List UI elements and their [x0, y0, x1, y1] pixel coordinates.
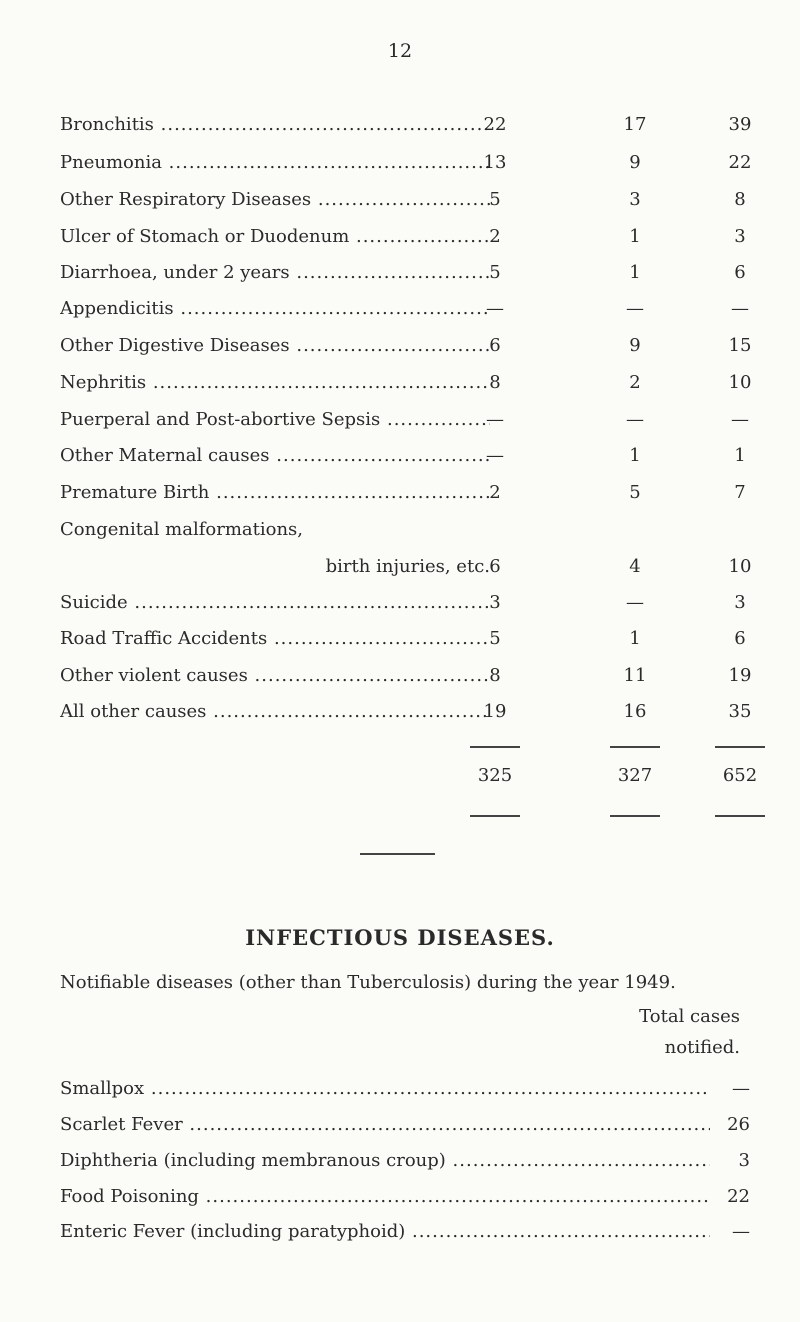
- value-cell: 39: [728, 114, 752, 135]
- value-cell: —: [486, 445, 504, 466]
- value-cell: 10: [728, 556, 752, 577]
- value-cell: 6: [734, 628, 746, 649]
- value-cell: 3: [629, 189, 641, 210]
- value-cell: 1: [629, 262, 641, 283]
- table-row: [60, 372, 750, 402]
- cause-label: Premature Birth .....: [60, 482, 490, 503]
- table-row: [60, 262, 750, 292]
- table-row: [60, 556, 750, 586]
- value-cell: 1: [734, 445, 746, 466]
- table-row: [60, 114, 750, 144]
- value-cell: —: [626, 298, 644, 319]
- cause-label: Road Traffic Accidents .....: [60, 628, 490, 649]
- table-row: [60, 665, 750, 695]
- column-header: notified.: [664, 1037, 740, 1058]
- section-heading: INFECTIOUS DISEASES.: [245, 925, 555, 950]
- cause-label: Ulcer of Stomach or Duodenum .....: [60, 226, 490, 247]
- cases-value: 22: [727, 1186, 750, 1207]
- cause-label: Bronchitis .....: [60, 114, 490, 135]
- cause-label: Other violent causes .....: [60, 665, 490, 686]
- sum-rule: [715, 746, 765, 748]
- cause-label: Puerperal and Post-abortive Sepsis .....: [60, 409, 490, 430]
- total-rule: [610, 815, 660, 817]
- cause-label: Diarrhoea, under 2 years .....: [60, 262, 490, 283]
- page-number: 12: [387, 40, 413, 62]
- value-cell: 5: [489, 628, 501, 649]
- table-row: [60, 701, 750, 731]
- value-cell: —: [731, 409, 749, 430]
- value-cell: 22: [483, 114, 507, 135]
- list-item: [60, 1221, 750, 1251]
- sum-rule: [610, 746, 660, 748]
- cause-label: Pneumonia .....: [60, 152, 490, 173]
- value-cell: —: [486, 409, 504, 430]
- value-cell: 2: [489, 226, 501, 247]
- cause-label: Other Digestive Diseases .....: [60, 335, 490, 356]
- table-row: [60, 628, 750, 658]
- intro-text: Notifiable diseases (other than Tuberculosis) during the year 1949.: [60, 972, 676, 993]
- table-row: [60, 592, 750, 622]
- table-row: [60, 152, 750, 182]
- cause-label: Suicide .....: [60, 592, 490, 613]
- table-row: [60, 409, 750, 439]
- value-cell: 3: [489, 592, 501, 613]
- cases-value: 26: [727, 1114, 750, 1135]
- value-cell: 5: [489, 262, 501, 283]
- value-cell: 16: [623, 701, 647, 722]
- value-cell: 10: [728, 372, 752, 393]
- list-item: [60, 1186, 750, 1216]
- value-cell: —: [731, 298, 749, 319]
- table-row: [60, 226, 750, 256]
- table-row: [60, 335, 750, 365]
- cases-value: —: [732, 1221, 750, 1242]
- value-cell: 9: [629, 335, 641, 356]
- value-cell: 17: [623, 114, 647, 135]
- value-cell: —: [626, 409, 644, 430]
- value-cell: 13: [483, 152, 507, 173]
- table-row: [60, 445, 750, 475]
- disease-label: Diphtheria (including membranous croup) .....: [60, 1150, 710, 1171]
- value-cell: 8: [734, 189, 746, 210]
- value-cell: 4: [629, 556, 641, 577]
- value-cell: 8: [489, 372, 501, 393]
- list-item: [60, 1114, 750, 1144]
- value-cell: 6: [489, 335, 501, 356]
- value-cell: 1: [629, 226, 641, 247]
- value-cell: 6: [734, 262, 746, 283]
- table-row: [60, 482, 750, 512]
- disease-label: Food Poisoning .....: [60, 1186, 710, 1207]
- cases-value: 3: [738, 1150, 750, 1171]
- value-cell: 8: [489, 665, 501, 686]
- value-cell: 15: [728, 335, 752, 356]
- list-item: [60, 1078, 750, 1108]
- value-cell: 2: [489, 482, 501, 503]
- value-cell: 19: [483, 701, 507, 722]
- disease-label: Enteric Fever (including paratyphoid) .....: [60, 1221, 710, 1242]
- total-cell: 327: [617, 765, 653, 786]
- cause-label: Other Respiratory Diseases .....: [60, 189, 490, 210]
- list-item: [60, 1150, 750, 1180]
- cause-label: Nephritis .....: [60, 372, 490, 393]
- value-cell: 1: [629, 445, 641, 466]
- cause-label: Other Maternal causes .....: [60, 445, 490, 466]
- value-cell: 5: [629, 482, 641, 503]
- value-cell: 3: [734, 592, 746, 613]
- section-divider: [360, 853, 435, 855]
- table-row: [60, 189, 750, 219]
- value-cell: 19: [728, 665, 752, 686]
- value-cell: 3: [734, 226, 746, 247]
- cause-label: Congenital malformations,: [60, 519, 304, 540]
- totals-row: [60, 765, 758, 795]
- cause-label: Appendicitis .....: [60, 298, 490, 319]
- cause-label: All other causes .....: [60, 701, 490, 722]
- value-cell: 7: [734, 482, 746, 503]
- disease-label: Scarlet Fever .....: [60, 1114, 710, 1135]
- value-cell: 22: [728, 152, 752, 173]
- value-cell: —: [486, 298, 504, 319]
- value-cell: —: [626, 592, 644, 613]
- table-row: [60, 519, 750, 549]
- value-cell: 35: [728, 701, 752, 722]
- value-cell: 11: [623, 665, 647, 686]
- column-header: Total cases: [639, 1006, 740, 1027]
- sum-rule: [470, 746, 520, 748]
- total-rule: [470, 815, 520, 817]
- cases-value: —: [732, 1078, 750, 1099]
- table-row: [60, 298, 750, 328]
- value-cell: 5: [489, 189, 501, 210]
- value-cell: 2: [629, 372, 641, 393]
- total-cell: 652: [722, 765, 758, 786]
- disease-label: Smallpox .....: [60, 1078, 710, 1099]
- total-rule: [715, 815, 765, 817]
- value-cell: 6: [489, 556, 501, 577]
- value-cell: 1: [629, 628, 641, 649]
- total-cell: 325: [477, 765, 513, 786]
- cause-label-continued: birth injuries, etc.: [325, 556, 490, 577]
- value-cell: 9: [629, 152, 641, 173]
